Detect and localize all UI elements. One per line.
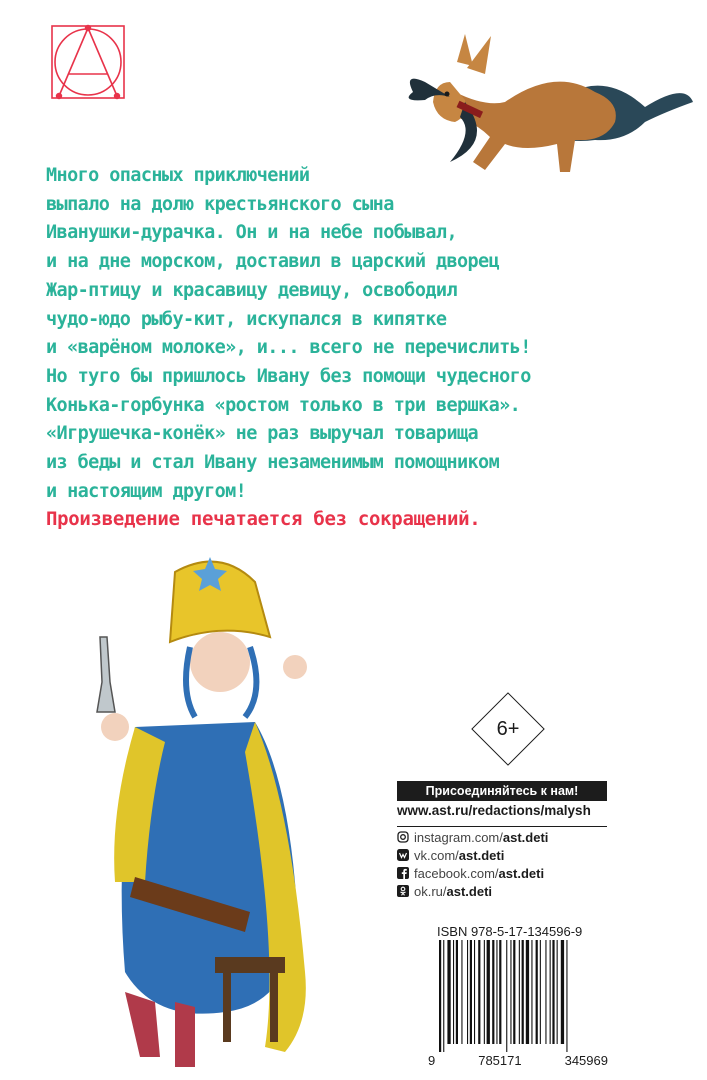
join-us-banner: Присоединяйтесь к нам! bbox=[397, 781, 607, 801]
description-line: «Игрушечка-конёк» не раз выручал товарища bbox=[46, 423, 479, 445]
isbn-number: ISBN 978-5-17-134596-9 bbox=[437, 924, 583, 939]
description-line: и на дне морском, доставил в царский дворец bbox=[46, 251, 500, 273]
barcode bbox=[437, 940, 605, 1052]
barcode-digit-group: 9 bbox=[428, 1053, 436, 1068]
social-link-instagram[interactable] bbox=[397, 828, 548, 846]
description-line: Много опасных приключений bbox=[46, 165, 310, 186]
social-handle: ast.deti bbox=[446, 883, 493, 899]
description-line: из беды и стал Ивану незаменимым помощником bbox=[46, 452, 500, 474]
facebook-icon bbox=[397, 867, 409, 879]
social-handle: ast.deti bbox=[458, 847, 505, 863]
description-line: чудо-юдо рыбу-кит, искупался в кипятке bbox=[46, 308, 447, 330]
divider bbox=[397, 826, 607, 827]
social-prefix: facebook.com/ bbox=[414, 865, 499, 881]
description-line: и «варёном молоке», и... всего не перечислить! bbox=[46, 337, 531, 359]
social-link-facebook[interactable] bbox=[397, 864, 548, 882]
social-prefix: ok.ru/ bbox=[414, 883, 447, 899]
social-prefix: vk.com/ bbox=[414, 847, 459, 863]
description-line: выпало на долю крестьянского сына bbox=[46, 193, 394, 215]
instagram-icon bbox=[397, 831, 409, 843]
social-handle: ast.deti bbox=[498, 865, 545, 881]
barcode-digit-group: 785171 bbox=[478, 1053, 522, 1068]
barcode-digit-group: 345969 bbox=[564, 1053, 608, 1068]
unabridged-notice: Произведение печатается без сокращений. bbox=[46, 508, 481, 530]
description-line: Но туго бы пришлось Ивану без помощи чудесного bbox=[46, 365, 531, 387]
social-links bbox=[397, 828, 548, 900]
description-line: Иванушки-дурачка. Он и на небе побывал, bbox=[46, 222, 457, 244]
odnoklassniki-icon bbox=[397, 885, 409, 897]
description-line: Жар-птицу и красавицу девицу, освободил bbox=[46, 279, 457, 301]
age-rating-badge bbox=[469, 690, 547, 768]
description-line: и настоящим другом! bbox=[46, 480, 247, 502]
description-line: Конька-горбунка «ростом только в три вершка». bbox=[46, 394, 521, 416]
vk-icon bbox=[397, 849, 409, 861]
social-prefix: instagram.com/ bbox=[414, 829, 503, 845]
social-link-vk[interactable] bbox=[397, 846, 548, 864]
barcode-digits bbox=[428, 1053, 608, 1068]
social-link-odnoklassniki[interactable] bbox=[397, 882, 548, 900]
publisher-logo bbox=[48, 22, 128, 102]
social-handle: ast.deti bbox=[502, 829, 549, 845]
website-link[interactable]: www.ast.ru/redactions/malysh bbox=[397, 803, 591, 818]
description-text bbox=[46, 162, 636, 506]
age-rating-label: 6+ bbox=[496, 717, 520, 740]
tsarevna-illustration bbox=[55, 552, 345, 1077]
